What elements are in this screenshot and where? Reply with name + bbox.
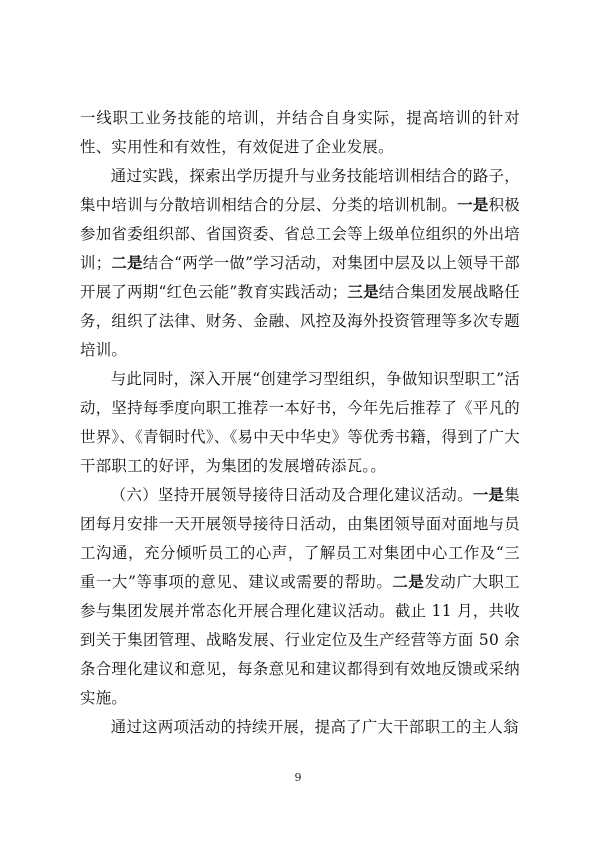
paragraph xyxy=(80,713,520,742)
paragraph xyxy=(80,365,520,481)
text-run: 发动广大职工参与集团发展并常态化开展合理化建议活动。截止 11 月，共收到关于集团管理、战略发展、行业定位及生产经营等方面 50 余条合理化建议和意见，每条意见和建议都得到有效地反馈或采纳实施。 xyxy=(80,573,520,707)
paragraph xyxy=(80,104,520,162)
bold-enumerator: 一是 xyxy=(472,486,505,504)
document-body xyxy=(80,104,520,742)
text-run: 积极参加省委组织部、省国资委、省总工会等上级单位组织的外出培训； xyxy=(80,196,520,272)
text-run: （六）坚持开展领导接待日活动及合理化建议活动。 xyxy=(110,486,473,504)
text-run: 一线职工业务技能的培训，并结合自身实际，提高培训的针对性、实用性和有效性，有效促进了企业发展。 xyxy=(80,109,520,156)
text-run: 集团每月安排一天开展领导接待日活动，由集团领导面对面地与员工沟通，充分倾听员工的心声，了解员工对集团中心工作及“三重一大”等事项的意见、建议或需要的帮助。 xyxy=(80,486,520,591)
bold-enumerator: 一是 xyxy=(457,196,489,214)
bold-enumerator: 三是 xyxy=(347,283,379,301)
text-run: 结合“两学一做”学习活动，对集团中层及以上领导干部开展了两期“红色云能”教育实践活动； xyxy=(80,254,521,301)
text-run: 通过实践，探索出学历提升与业务技能培训相结合的路子，集中培训与分散培训相结合的分层、分类的培训机制。 xyxy=(80,167,520,214)
text-run: 通过这两项活动的持续开展，提高了广大干部职工的主人翁 xyxy=(110,718,519,736)
paragraph xyxy=(80,162,520,365)
text-run: 结合集团发展战略任务，组织了法律、财务、金融、风控及海外投资管理等多次专题培训。 xyxy=(80,283,520,359)
page-number: 9 xyxy=(294,771,302,784)
bold-enumerator: 二是 xyxy=(392,573,425,591)
paragraph xyxy=(80,481,520,713)
bold-enumerator: 二是 xyxy=(111,254,143,272)
text-run: 与此同时，深入开展“创建学习型组织，争做知识型职工”活动，坚持每季度向职工推荐一本好书，今年先后推荐了《平凡的世界》、《青铜时代》、《易中天中华史》等优秀书籍，得到了广大干部职工的好评，为集团的发展增砖添瓦。。 xyxy=(80,370,520,475)
